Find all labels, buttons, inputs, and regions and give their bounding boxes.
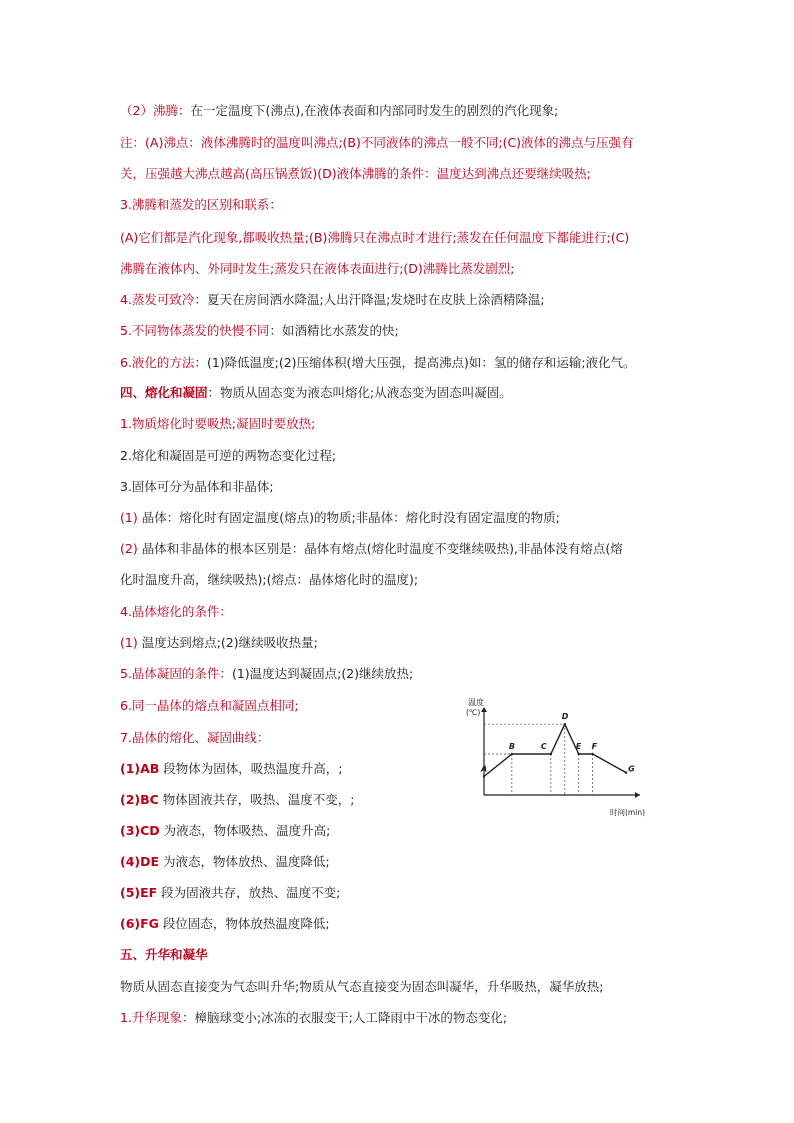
line-lead: （2）沸腾 — [120, 103, 178, 118]
text-line-22 — [120, 761, 343, 777]
line-lead: 6.同一晶体的熔点和凝固点相同; — [120, 698, 299, 713]
line-body: ：如酒精比水蒸发的快; — [269, 323, 399, 338]
line-body: ：(1)降低温度;(2)压缩体积(增大压强，提高沸点)如：氢的储存和运输;液化气。 — [194, 355, 636, 370]
line-lead: 1.升华现象 — [120, 1010, 182, 1025]
text-line-26 — [120, 885, 340, 901]
text-line-12 — [120, 448, 336, 464]
curve-point-G — [625, 771, 627, 773]
curve-point-D — [564, 723, 566, 725]
point-label-D: D — [561, 712, 569, 722]
text-line-18 — [120, 635, 318, 651]
point-label-F: F — [591, 742, 598, 751]
curve-point-C — [550, 753, 552, 755]
line-lead: 5.不同物体蒸发的快慢不同 — [120, 323, 270, 338]
point-label-E: E — [575, 742, 582, 751]
chart-curve — [483, 723, 627, 778]
point-label-A: A — [481, 764, 488, 774]
chart-axes — [481, 707, 640, 798]
point-label-G: G — [628, 764, 635, 774]
line-lead: (1) — [120, 635, 138, 650]
line-lead: 五、升华和凝华 — [120, 947, 208, 962]
text-line-3 — [120, 166, 591, 182]
line-body: 为液态，物体吸热、温度升高; — [159, 823, 331, 838]
line-body: 晶体：熔化时有固定温度(熔点)的物质;非晶体：熔化时没有固定温度的物质; — [137, 510, 560, 525]
text-line-25 — [120, 854, 330, 870]
line-lead: (2) — [120, 541, 138, 556]
text-line-9 — [120, 355, 636, 371]
line-body: ：物质从固态变为液态叫熔化;从液态变为固态叫凝固。 — [207, 385, 512, 400]
chart-guide-lines — [484, 724, 593, 795]
line-lead: (6)FG — [120, 916, 159, 931]
line-body: 物质从固态直接变为气态叫升华;物质从气态直接变为固态叫凝华，升华吸热，凝华放热; — [120, 979, 604, 994]
line-body: 物体固液共存，吸热、温度不变，; — [158, 792, 355, 807]
text-line-2 — [120, 135, 634, 151]
line-body: (A)它们都是汽化现象,都吸收热量;(B)沸腾只在沸点时才进行;蒸发在任何温度下都能进行;(C) — [120, 230, 630, 245]
line-lead: (3)CD — [120, 823, 160, 838]
text-line-15 — [120, 541, 623, 557]
line-lead: 3.沸腾和蒸发的区别和联系： — [120, 197, 282, 212]
text-line-27 — [120, 916, 330, 932]
y-axis-label: 温度 — [468, 698, 484, 707]
line-lead: 2.熔化和凝固是可逆的两物态变化过程; — [120, 448, 337, 463]
line-body: 关，压强越大沸点越高(高压锅煮饭)(D)液体沸腾的条件：温度达到沸点还要继续吸热; — [120, 166, 591, 181]
text-line-19 — [120, 666, 413, 682]
line-lead: 6.液化的方法 — [120, 355, 195, 370]
point-label-C: C — [540, 742, 547, 751]
x-axis-label: 时间(min) — [610, 808, 645, 817]
line-lead: 注： — [120, 135, 146, 150]
line-lead: (1) — [120, 510, 138, 525]
line-lead: (2)BC — [120, 792, 159, 807]
line-lead: 3.固体可分为晶体和非晶体; — [120, 479, 274, 494]
text-line-29 — [120, 979, 603, 995]
line-lead: 四、熔化和凝固 — [120, 385, 208, 400]
melting-solidification-curve-chart — [462, 695, 652, 817]
text-line-20 — [120, 698, 299, 714]
curve-line — [484, 724, 626, 776]
text-line-4 — [120, 197, 282, 213]
line-body: 段为固液共存，放热、温度不变; — [157, 885, 341, 900]
text-line-11 — [120, 416, 315, 432]
line-body: ：在一定温度下(沸点),在液体表面和内部同时发生的剧烈的汽化现象; — [177, 103, 559, 118]
line-lead: 1.物质熔化时要吸热;凝固时要放热; — [120, 416, 316, 431]
text-line-24 — [120, 823, 330, 839]
line-lead: (1)AB — [120, 761, 160, 776]
line-body: 为液态，物体放热、温度降低; — [159, 854, 330, 869]
text-line-5 — [120, 230, 629, 246]
line-lead: 4.蒸发可致冷 — [120, 292, 195, 307]
line-lead: (4)DE — [120, 854, 160, 869]
x-axis-arrow — [635, 792, 640, 798]
line-body: 段位固态，物体放热温度降低; — [158, 916, 330, 931]
text-line-13 — [120, 479, 274, 495]
curve-point-F — [591, 753, 593, 755]
point-label-B: B — [508, 742, 515, 751]
y-axis-unit: (℃) — [466, 708, 481, 717]
line-body: 化时温度升高，继续吸热);(熔点：晶体熔化时的温度); — [120, 572, 419, 587]
curve-point-A — [483, 775, 485, 777]
line-lead: 7.晶体的熔化、凝固曲线： — [120, 730, 270, 745]
text-line-8 — [120, 323, 399, 339]
section-heading-4 — [120, 385, 512, 401]
text-line-6 — [120, 261, 515, 277]
line-body: 沸腾在液体内、外同时发生;蒸发只在液体表面进行;(D)沸腾比蒸发剧烈; — [120, 261, 515, 276]
text-line-23 — [120, 792, 355, 808]
text-line-7 — [120, 292, 545, 308]
line-body: ：樟脑球变小;冰冻的衣服变干;人工降雨中干冰的物态变化; — [181, 1010, 508, 1025]
curve-point-B — [511, 753, 513, 755]
line-lead: (5)EF — [120, 885, 158, 900]
text-line-1 — [120, 103, 558, 119]
line-body: (A)沸点：液体沸腾时的温度叫沸点;(B)不同液体的沸点一般不同;(C)液体的沸点与压强有 — [145, 135, 634, 150]
text-line-17 — [120, 604, 232, 620]
text-line-30 — [120, 1010, 507, 1026]
line-lead: 4.晶体熔化的条件： — [120, 604, 232, 619]
curve-point-E — [578, 753, 580, 755]
section-heading-5 — [120, 947, 208, 963]
y-axis-arrow — [481, 707, 487, 712]
text-line-21 — [120, 730, 269, 746]
line-body: ：夏天在房间洒水降温;人出汗降温;发烧时在皮肤上涂酒精降温; — [194, 292, 545, 307]
line-body: 晶体和非晶体的根本区别是：晶体有熔点(熔化时温度不变继续吸热),非晶体没有熔点(熔 — [137, 541, 623, 556]
text-line-16 — [120, 572, 418, 588]
line-body: 段物体为固体，吸热温度升高，; — [159, 761, 343, 776]
text-line-14 — [120, 510, 560, 526]
line-body: 温度达到熔点;(2)继续吸收热量; — [137, 635, 318, 650]
line-body: (1)温度达到凝固点;(2)继续放热; — [231, 666, 414, 681]
line-lead: 5.晶体凝固的条件： — [120, 666, 232, 681]
